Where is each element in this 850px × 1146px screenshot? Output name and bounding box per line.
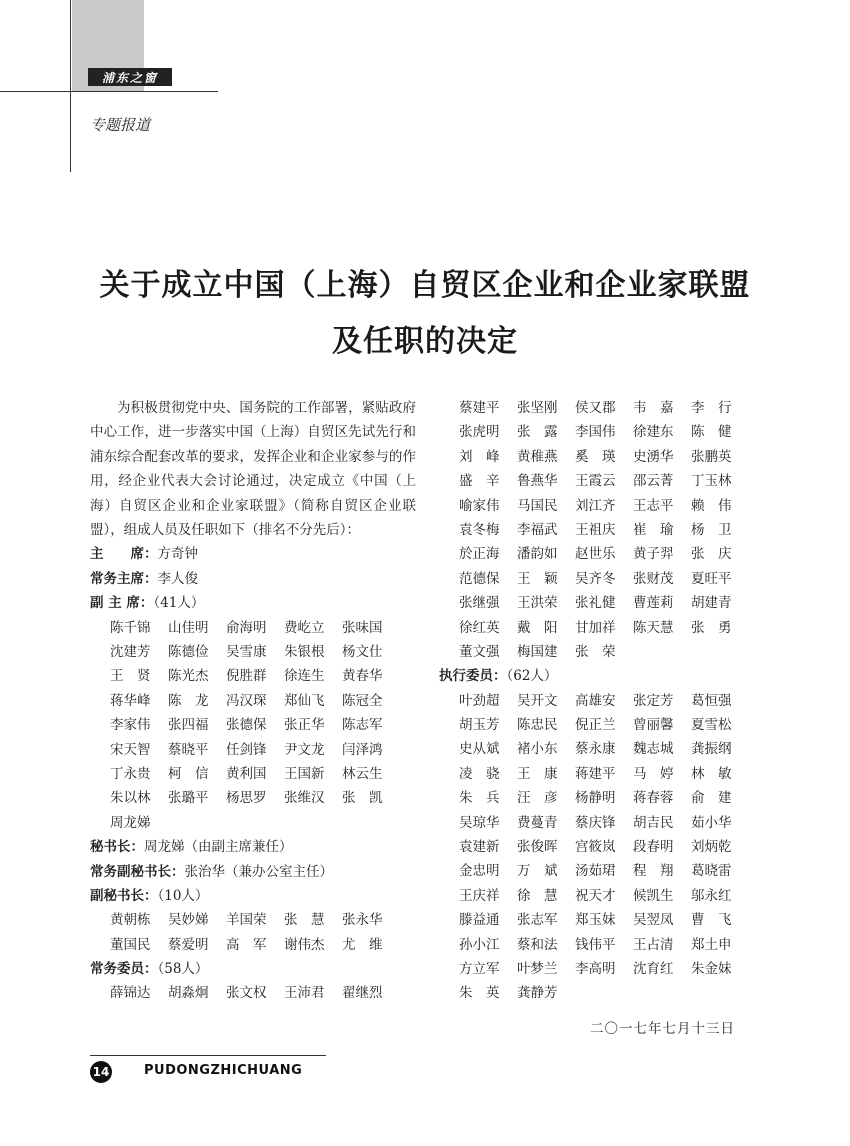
member-name: 魏志城	[633, 741, 674, 758]
header-vertical-rule	[70, 0, 71, 172]
brand-logo: 浦东之窗	[88, 68, 172, 86]
member-name: 费蔓青	[517, 814, 558, 831]
member-name: 朱 兵	[459, 790, 500, 807]
member-name: 王国新	[284, 765, 325, 782]
member-name: 王洪荣	[517, 595, 558, 612]
member-name: 闫泽鸿	[342, 741, 383, 758]
member-name: 王沛君	[284, 985, 325, 1002]
footer-rule	[90, 1055, 326, 1056]
member-name: 李福武	[517, 521, 558, 538]
member-name: 吴雪康	[226, 644, 267, 660]
left-column	[90, 396, 416, 1006]
member-name: 沈建芳	[110, 644, 151, 660]
member-name: 滕益通	[459, 912, 500, 929]
exec-secretary-general-line	[90, 860, 416, 884]
member-name: 王 康	[517, 765, 558, 782]
member-name: 陈 龙	[168, 692, 209, 709]
member-name: 甘加祥	[575, 619, 616, 636]
member-name: 陈 健	[691, 424, 732, 441]
member-name: 蔡庆锋	[575, 814, 616, 831]
member-name: 胡建青	[691, 595, 732, 612]
member-name: 崔 瑜	[633, 521, 674, 538]
member-name: 曹 飞	[691, 912, 732, 929]
member-name: 孙小江	[459, 936, 500, 953]
member-name: 王 颖	[517, 570, 558, 587]
member-name: 段春明	[633, 839, 674, 856]
exec-secretary-general-value: 张治华（兼办公室主任）	[184, 863, 333, 880]
member-name: 凌 骁	[459, 765, 500, 782]
vice-chairs-label: 副 主 席：	[90, 595, 154, 612]
member-name: 张坚刚	[517, 400, 558, 416]
deputy-secretaries-label: 副秘书长：	[90, 887, 158, 904]
member-name: 徐连生	[284, 668, 325, 685]
member-name: 於正海	[459, 546, 500, 563]
member-name: 张德保	[226, 717, 267, 734]
publication-name: PUDONGZHICHUANG	[144, 1063, 303, 1078]
member-name: 刘炳乾	[691, 839, 732, 856]
member-name: 程 翔	[633, 863, 674, 880]
member-name: 张璐平	[168, 790, 209, 807]
exec-chair-line	[90, 567, 416, 591]
member-name: 蔡和法	[517, 936, 558, 953]
member-name: 张文权	[226, 985, 267, 1002]
member-name: 吴翌凤	[633, 912, 674, 929]
member-name: 林云生	[342, 765, 383, 782]
member-name: 王 贤	[110, 668, 151, 685]
member-name: 陈忠民	[517, 717, 558, 734]
member-name: 沈育红	[633, 960, 674, 977]
member-name: 朱以林	[110, 790, 151, 807]
member-name: 潘韵如	[517, 546, 558, 563]
member-name: 尤 维	[342, 936, 383, 953]
member-name: 蒋建平	[575, 765, 616, 782]
member-name: 尹文龙	[284, 741, 325, 758]
member-name: 张四福	[168, 717, 209, 734]
member-name: 方立军	[459, 960, 500, 977]
member-name: 俞海明	[226, 619, 267, 636]
member-name: 周龙娣	[110, 814, 151, 831]
member-name: 袁冬梅	[459, 521, 500, 538]
member-name: 茹小华	[691, 814, 732, 831]
member-name: 曹莲莉	[633, 595, 674, 612]
standing-committee-list-left	[90, 981, 416, 1005]
member-name: 山佳明	[168, 619, 209, 636]
member-name: 盛 辛	[459, 473, 500, 490]
member-name: 徐建东	[633, 424, 674, 441]
member-name: 徐红英	[459, 619, 500, 636]
member-name: 李 行	[691, 400, 732, 416]
exec-chair-label: 常务主席：	[90, 570, 158, 587]
member-name: 李国伟	[575, 424, 616, 441]
standing-committee-label: 常务委员：	[90, 961, 158, 978]
member-name: 梅国建	[517, 643, 558, 660]
member-name: 邵云菁	[633, 473, 674, 490]
member-name: 郑仙飞	[284, 692, 325, 709]
member-name: 羊国荣	[226, 912, 267, 929]
member-name: 钱伟平	[575, 936, 616, 953]
member-name: 赵世乐	[575, 546, 616, 563]
member-name: 冯汉琛	[226, 692, 267, 709]
member-name: 薛锦达	[110, 985, 151, 1002]
exec-chair-value: 李人俊	[157, 570, 198, 587]
member-name: 杨文仕	[342, 644, 383, 660]
member-name: 杨静明	[575, 790, 616, 807]
member-name: 丁永贵	[110, 765, 151, 782]
member-name: 陈千锦	[110, 619, 151, 636]
member-name: 刘 峰	[459, 448, 500, 465]
member-name: 倪胜群	[226, 668, 267, 685]
member-name: 张 凯	[342, 790, 383, 807]
member-name: 翟继烈	[342, 985, 383, 1002]
standing-committee-line	[90, 957, 416, 981]
member-name: 宫筱岚	[575, 839, 616, 856]
member-name: 蔡晓平	[168, 741, 209, 758]
member-name: 金忠明	[459, 863, 500, 880]
member-name: 董国民	[110, 936, 151, 953]
member-name: 张 露	[517, 424, 558, 441]
document-date: 二〇一七年七月十三日	[590, 1021, 735, 1037]
member-name: 龚振纲	[691, 741, 732, 758]
member-name: 胡吉民	[633, 814, 674, 831]
member-name: 候凯生	[633, 887, 674, 904]
standing-committee-count: （58人）	[157, 961, 209, 978]
member-name: 胡玉芳	[459, 717, 500, 734]
member-name: 朱 英	[459, 985, 500, 1002]
member-name: 宋天智	[110, 741, 151, 758]
member-name: 张俊晖	[517, 839, 558, 856]
chair-value: 方奇钟	[157, 546, 198, 563]
member-name: 郑土申	[691, 936, 732, 953]
member-name: 黄利国	[226, 765, 267, 782]
member-name: 张虎明	[459, 424, 500, 441]
secretary-general-label: 秘书长：	[90, 839, 144, 856]
member-name: 胡淼炯	[168, 985, 209, 1002]
member-name: 张正华	[284, 717, 325, 734]
member-name: 张定芳	[633, 692, 674, 709]
member-name: 张礼健	[575, 595, 616, 612]
chair-line	[90, 542, 416, 566]
exec-committee-list	[439, 689, 769, 1006]
member-name: 史湧华	[633, 448, 674, 465]
member-name: 吴开文	[517, 692, 558, 709]
member-name: 赖 伟	[691, 497, 732, 514]
exec-committee-label: 执行委员：	[439, 668, 507, 685]
member-name: 黄春华	[342, 668, 383, 685]
secretary-general-value: 周龙娣（由副主席兼任）	[144, 839, 293, 856]
member-name: 朱银根	[284, 644, 325, 660]
member-name: 高雄安	[575, 692, 616, 709]
member-name: 张志军	[517, 912, 558, 929]
member-name: 郑玉妹	[575, 912, 616, 929]
member-name: 杨 卫	[691, 521, 732, 538]
member-name: 谢伟杰	[284, 936, 325, 953]
member-name: 褚小东	[517, 741, 558, 758]
exec-committee-line	[439, 664, 769, 688]
member-name: 葛晓雷	[691, 863, 732, 880]
member-name: 李家伟	[110, 717, 151, 734]
member-name: 张 勇	[691, 619, 732, 636]
member-name: 张 慧	[284, 912, 325, 929]
deputy-secretaries-list	[90, 908, 416, 957]
member-name: 朱金妹	[691, 960, 732, 977]
member-name: 杨思罗	[226, 790, 267, 807]
member-name: 任剑锋	[226, 741, 267, 758]
member-name: 刘江齐	[575, 497, 616, 514]
member-name: 陈光杰	[168, 668, 209, 685]
deputy-secretaries-count: （10人）	[157, 887, 209, 904]
member-name: 张继强	[459, 595, 500, 612]
member-name: 叶劲超	[459, 692, 500, 709]
exec-committee-count: （62人）	[506, 668, 558, 685]
member-name: 夏雪松	[691, 717, 732, 734]
member-name: 汪 彦	[517, 790, 558, 807]
member-name: 戴 阳	[517, 619, 558, 636]
intro-paragraph: 为积极贯彻党中央、国务院的工作部署，紧贴政府中心工作，进一步落实中国（上海）自贸区先试先行和浦东综合配套改革的要求，发挥企业和企业家参与的作用，经企业代表大会讨论通过，决定成立《中国（上海）自贸区企业和企业家联盟》（简称自贸区企业联盟），组成人员及任职如下（排名不分先后）：	[90, 400, 416, 539]
member-name: 喻家伟	[459, 497, 500, 514]
member-name: 李高明	[575, 960, 616, 977]
exec-secretary-general-label: 常务副秘书长：	[90, 863, 185, 880]
section-label: 专题报道	[90, 116, 151, 134]
member-name: 张 荣	[575, 643, 616, 660]
member-name: 邬永红	[691, 887, 732, 904]
member-name: 蒋华峰	[110, 692, 151, 709]
member-name: 吴妙娣	[168, 912, 209, 929]
member-name: 蔡永康	[575, 741, 616, 758]
member-name: 夏旺平	[691, 570, 732, 587]
member-name: 俞 建	[691, 790, 732, 807]
page-number: 14	[90, 1061, 112, 1083]
member-name: 陈德俭	[168, 644, 209, 660]
member-name: 马 婷	[633, 765, 674, 782]
member-name: 徐 慧	[517, 887, 558, 904]
member-name: 万 斌	[517, 863, 558, 880]
member-name: 侯又郡	[575, 400, 616, 416]
article-title-line2: 及任职的决定	[332, 324, 518, 359]
member-name: 史从斌	[459, 741, 500, 758]
member-name: 张财茂	[633, 570, 674, 587]
member-name: 葛恒强	[691, 692, 732, 709]
member-name: 范德保	[459, 570, 500, 587]
member-name: 蔡爱明	[168, 936, 209, 953]
member-name: 韦 嘉	[633, 400, 674, 416]
member-name: 董文强	[459, 643, 500, 660]
standing-committee-list-right	[439, 396, 769, 664]
member-name: 黄稚燕	[517, 448, 558, 465]
member-name: 黄朝栋	[110, 912, 151, 929]
deputy-secretaries-line	[90, 884, 416, 908]
member-name: 费屹立	[284, 619, 325, 636]
member-name: 张永华	[342, 912, 383, 929]
member-name: 黄子羿	[633, 546, 674, 563]
member-name: 袁建新	[459, 839, 500, 856]
member-name: 吴齐冬	[575, 570, 616, 587]
member-name: 王霞云	[575, 473, 616, 490]
member-name: 马国民	[517, 497, 558, 514]
header-horizontal-rule	[0, 91, 218, 92]
member-name: 蔡建平	[459, 400, 500, 416]
vice-chairs-count: （41人）	[153, 595, 205, 612]
member-name: 高 军	[226, 936, 267, 953]
member-name: 张 庆	[691, 546, 732, 563]
right-column	[439, 396, 769, 1006]
member-name: 汤茹珺	[575, 863, 616, 880]
vice-chairs-list	[90, 616, 416, 836]
member-name: 叶梦兰	[517, 960, 558, 977]
vice-chairs-line	[90, 591, 416, 615]
member-name: 曾丽馨	[633, 717, 674, 734]
member-name: 丁玉林	[691, 473, 732, 490]
article-title-line1: 关于成立中国（上海）自贸区企业和企业家联盟	[99, 268, 751, 303]
secretary-general-line	[90, 835, 416, 859]
member-name: 张味国	[342, 619, 383, 636]
member-name: 祝天才	[575, 887, 616, 904]
member-name: 奚 瑛	[575, 448, 616, 465]
member-name: 王庆祥	[459, 887, 500, 904]
member-name: 张鹏英	[691, 448, 732, 465]
member-name: 柯 信	[168, 765, 209, 782]
member-name: 王占清	[633, 936, 674, 953]
member-name: 王志平	[633, 497, 674, 514]
member-name: 陈志军	[342, 717, 383, 734]
member-name: 倪正兰	[575, 717, 616, 734]
chair-label: 主 席：	[90, 546, 158, 563]
member-name: 王祖庆	[575, 521, 616, 538]
member-name: 陈天慧	[633, 619, 674, 636]
member-name: 吴琼华	[459, 814, 500, 831]
member-name: 陈冠全	[342, 692, 383, 709]
member-name: 张维汉	[284, 790, 325, 807]
member-name: 龚静芳	[517, 985, 558, 1002]
member-name: 林 敏	[691, 765, 732, 782]
member-name: 蒋春蓉	[633, 790, 674, 807]
member-name: 鲁燕华	[517, 473, 558, 490]
